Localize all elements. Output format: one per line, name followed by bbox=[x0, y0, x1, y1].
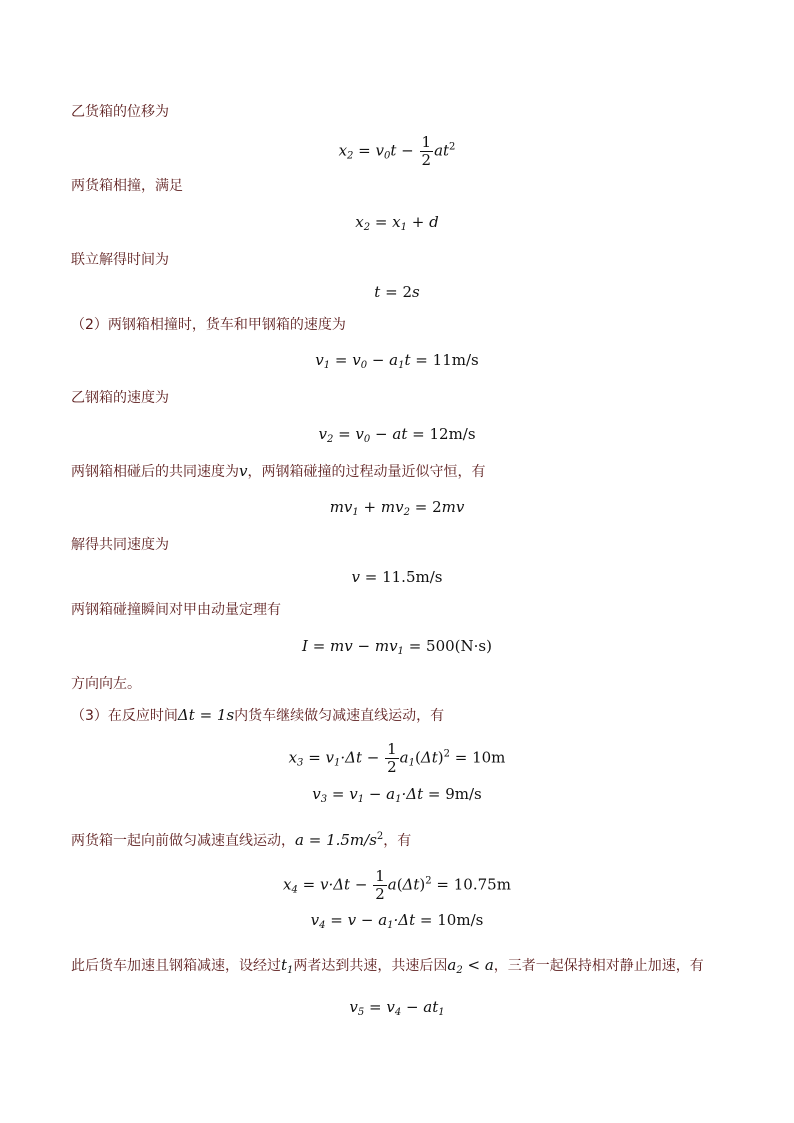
equation-v1: $v_1 = v_0 - a_1t = 11m/s$ bbox=[315, 351, 479, 371]
text-line-5: 乙钢箱的速度为 bbox=[71, 390, 169, 406]
equation-impulse: I = mv − $mv_1 = 500(N\cdot s)$ bbox=[302, 637, 492, 657]
equation-collision-condition: $x_2 = x_1 + d$ bbox=[355, 213, 439, 233]
equation-v3: $v_3 = v_1 - a_1\cdot\Delta t = 9m/s$ bbox=[312, 785, 482, 805]
equation-momentum: $mv_1 + mv_2 = 2mv$ bbox=[329, 498, 465, 518]
equation-x4: $x_4 = v\cdot\Delta t$ − $\frac{1}{2}$ $a(\Delta t)^2 = 10.75m$ bbox=[283, 867, 511, 903]
text-line-9: 方向向左。 bbox=[71, 676, 141, 692]
text-line-3: 联立解得时间为 bbox=[71, 252, 169, 268]
equation-v2: $v_2 = v_0$ − at = 12m/s bbox=[318, 425, 476, 445]
equation-v4: $v_4 = v - a_1\cdot\Delta t = 10m/s$ bbox=[310, 911, 484, 931]
equation-time: t = 2s bbox=[374, 283, 420, 301]
text-line-11: 两货箱一起向前做匀减速直线运动，$a = 1.5m/s^2$，有 bbox=[71, 831, 412, 849]
text-line-7: 解得共同速度为 bbox=[71, 537, 169, 553]
text-line-2: 两货箱相撞，满足 bbox=[71, 178, 183, 194]
text-line-8: 两钢箱碰撞瞬间对甲由动量定理有 bbox=[71, 602, 281, 618]
equation-x2: $x_2 = v_0t$ − $\frac{1}{2}$ $at^2$ bbox=[338, 133, 456, 169]
equation-common-velocity: v = 11.5m/s bbox=[351, 568, 443, 586]
text-line-10: （3）在反应时间Δt = 1s内货车继续做匀减速直线运动，有 bbox=[71, 706, 445, 724]
equation-x3: $x_3 = v_1\cdot\Delta t$ − $\frac{1}{2}$ $a_1(\Delta t)^2 = 10m$ bbox=[288, 740, 506, 776]
text-line-1: 乙货箱的位移为 bbox=[71, 104, 169, 120]
text-line-12: 此后货车加速且钢箱减速，设经过$t_1$两者达到共速，共速后因$a_2 < a$，三者一起保持相对静止加速，有 bbox=[71, 956, 704, 976]
equation-v5: $v_5 = v_4 - at_1$ bbox=[349, 998, 445, 1018]
fraction-half: $\frac{1}{2}$ bbox=[421, 133, 432, 169]
text-line-6: 两钢箱相碰后的共同速度为v，两钢箱碰撞的过程动量近似守恒，有 bbox=[71, 462, 486, 480]
text-line-4: （2）两钢箱相撞时，货车和甲钢箱的速度为 bbox=[71, 317, 346, 333]
